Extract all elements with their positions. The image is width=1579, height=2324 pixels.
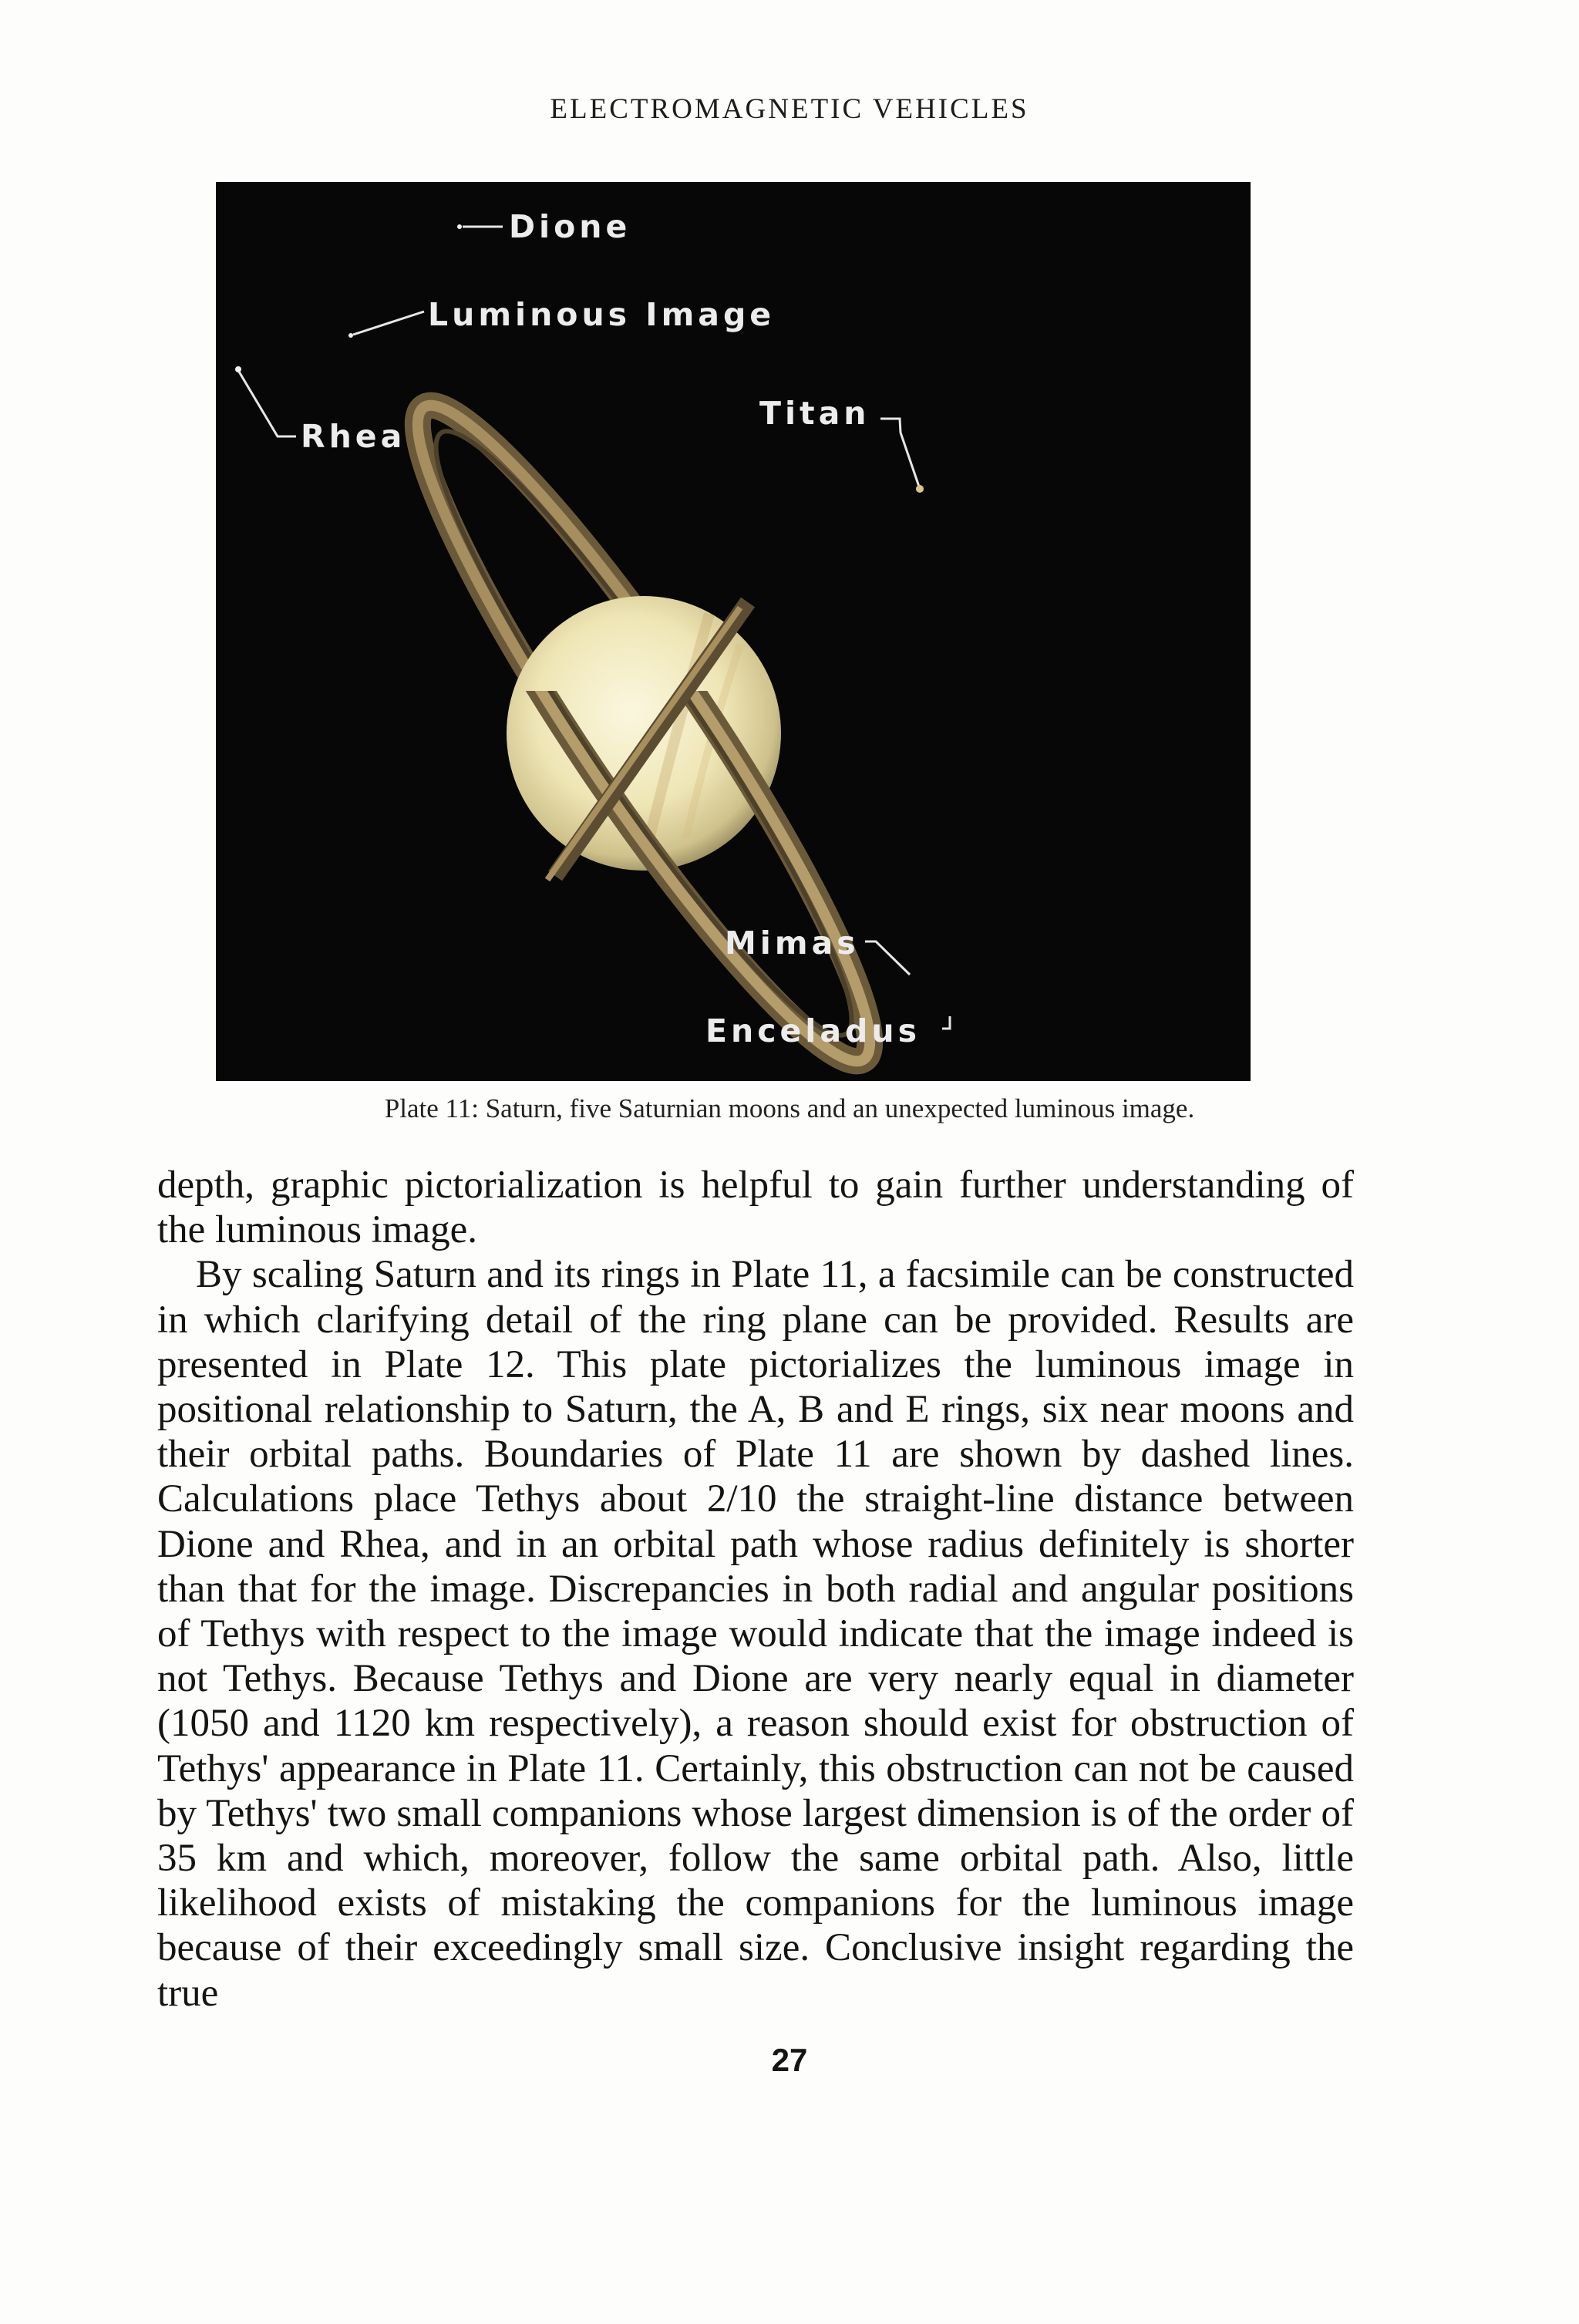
label-enceladus: Enceladus xyxy=(705,1012,921,1049)
titan-dot xyxy=(916,485,924,493)
label-mimas: Mimas xyxy=(725,925,860,962)
label-rhea: Rhea xyxy=(301,418,406,455)
body-text xyxy=(157,1163,1354,2016)
label-dione: Dione xyxy=(509,208,631,245)
label-titan: Titan xyxy=(759,395,870,432)
luminous-image-dot xyxy=(348,333,353,338)
rhea-dot xyxy=(235,366,241,372)
paragraph: By scaling Saturn and its rings in Plate 11, a facsimile can be constructed in which clarifying detail of the ring plane can be provided. Results are presented in Plate 12. This plate pictorializes the luminous image in positional relationship to Saturn, the A, B and E rings, six near moons and their orbital paths. Boundaries of Plate 11 are shown by dashed lines. Calculations place Tethys about 2/10 the straight-line distance between Dione and Rhea, and in an orbital path whose radius definitely is shorter than that for the image. Discrepancies in both radial and angular positions of Tethys with respect to the image would indicate that the image indeed is not Tethys. Because Tethys and Dione are very nearly equal in diameter (1050 and 1120 km respectively), a reason should exist for obstruction of Tethys' appearance in Plate 11. Certainly, this obstruction can not be caused by Tethys' two small companions whose largest dimension is of the order of 35 km and which, moreover, follow the same orbital path. Also, little likelihood exists of mistaking the companions for the luminous image because of their exceedingly small size. Conclusive insight regarding the true xyxy=(157,1253,1354,2015)
running-head: ELECTROMAGNETIC VEHICLES xyxy=(550,93,1029,125)
plate-caption: Plate 11: Saturn, five Saturnian moons and an unexpected luminous image. xyxy=(384,1093,1195,1123)
dione-dot xyxy=(457,224,462,229)
page-number: 27 xyxy=(771,2042,808,2078)
label-luminous-image: Luminous Image xyxy=(428,296,776,333)
paragraph: depth, graphic pictorialization is helpful to gain further understanding of the luminous image. xyxy=(157,1164,1354,1252)
plate-11-photo xyxy=(216,182,1251,1081)
